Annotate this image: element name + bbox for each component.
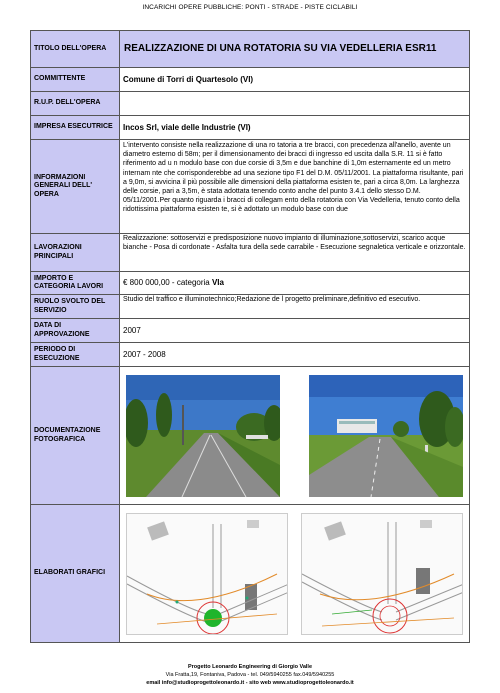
label-committente: COMMITTENTE [31,68,120,92]
project-sheet-table [30,30,470,643]
row-esecuzione [31,343,470,367]
row-importo [31,272,470,295]
value-rup [120,92,470,116]
row-impresa [31,116,470,140]
row-ruolo [31,295,470,319]
label-impresa: IMPRESA ESECUTRICE [31,116,120,140]
row-elaborati [31,505,470,643]
page-header-title: INCARICHI OPERE PUBBLICHE: PONTI - STRADE - PISTE CICLABILI [142,4,358,11]
label-lavorazioni: LAVORAZIONI PRINCIPALI [31,234,120,272]
label-informazioni: INFORMAZIONI GENERALI DELL' OPERA [31,140,120,234]
road-photo-1 [126,375,280,497]
page-footer [0,663,500,687]
value-informazioni: L'intervento consiste nella realizzazione di una ro tatoria a tre bracci, con precedenza all'anello, avente un diametro esterno di 58m; per il dimensionamento dei bracci di ingresso ed uscita dalla S.R. 11 si è fatto riferimento ad u n modulo base con due corsie di 3,5m e due banchine di 1,0m esternamente ed un metro internam nte che corrisponderebbe ad una sezione tipo F1 del D.M. 05/11/2001. La piattaforma risultante, pari a 9,0m, si avvicina il più possibile alle dimensioni della piattaforma esisten te, pari a circa 8,0m. La larghezza delle corsie, pari a 3,5m, è stata adottata tenendo conto anche del punto 3.4.1 dello stesso D.M. 05/11/2001.Per quanto riguarda i bracci di collegam ento della rotatoria con Via Vedelleria, tenuto conto della ridottissima piattaforma esisten te, si è adottato un modulo base con due [123,142,464,214]
roundabout-plan-1 [126,513,288,635]
label-titolo-opera: TITOLO DELL'OPERA [31,31,120,68]
value-informazioni-cell [120,140,470,234]
value-documentazione [120,367,470,505]
value-titolo-opera: REALIZZAZIONE DI UNA ROTATORIA SU VIA VEDELLERIA ESR11 [120,31,470,68]
footer-contacts: email info@studioprogettoleonardo.it - sito web www.studioprogettoleonardo.it [146,680,354,686]
value-importo: € 800 000,00 - categoria [123,278,212,288]
row-approvazione [31,319,470,343]
value-esecuzione: 2007 - 2008 [120,343,470,367]
value-importo-cell [120,272,470,295]
row-committente [31,68,470,92]
value-approvazione: 2007 [120,319,470,343]
value-committente: Comune di Torri di Quartesolo (VI) [120,68,470,92]
label-ruolo: RUOLO SVOLTO DEL SERVIZIO [31,295,120,319]
footer-address: Via Fratta,19, Fontaniva, Padova - tel. 049/5940255 fax.049/5940255 [165,672,335,678]
value-ruolo: Studio del traffico e illuminotechnico;Redazione de l progetto preliminare,definitivo ed esecutivo. [120,295,470,319]
row-lavorazioni [31,234,470,272]
road-photo-2 [309,375,463,497]
footer-company: Progetto Leonardo Engineering di Giorgio Valle [187,664,313,670]
row-documentazione [31,367,470,505]
label-approvazione: DATA DI APPROVAZIONE [31,319,120,343]
value-impresa: Incos Srl, viale delle Industrie (VI) [120,116,470,140]
label-elaborati: ELABORATI GRAFICI [31,505,120,643]
label-importo: IMPORTO E CATEGORIA LAVORI [31,272,120,295]
label-documentazione: DOCUMENTAZIONE FOTOGRAFICA [31,367,120,505]
row-informazioni [31,140,470,234]
row-titolo-opera [31,31,470,68]
value-lavorazioni: Realizzazione: sottoservizi e predisposizione nuovo impianto di illuminazione,sottoservizi, scarico acque bianche - Posa di cordonate - Asfalta tura della sede carrabile - Esecuzione segnaletica verticale e orizzontale. [120,234,470,272]
value-elaborati [120,505,470,643]
label-rup: R.U.P. DELL'OPERA [31,92,120,116]
label-esecuzione: PERIODO DI ESECUZIONE [31,343,120,367]
roundabout-plan-2 [301,513,463,635]
row-rup [31,92,470,116]
value-categoria: VIa [211,278,224,288]
